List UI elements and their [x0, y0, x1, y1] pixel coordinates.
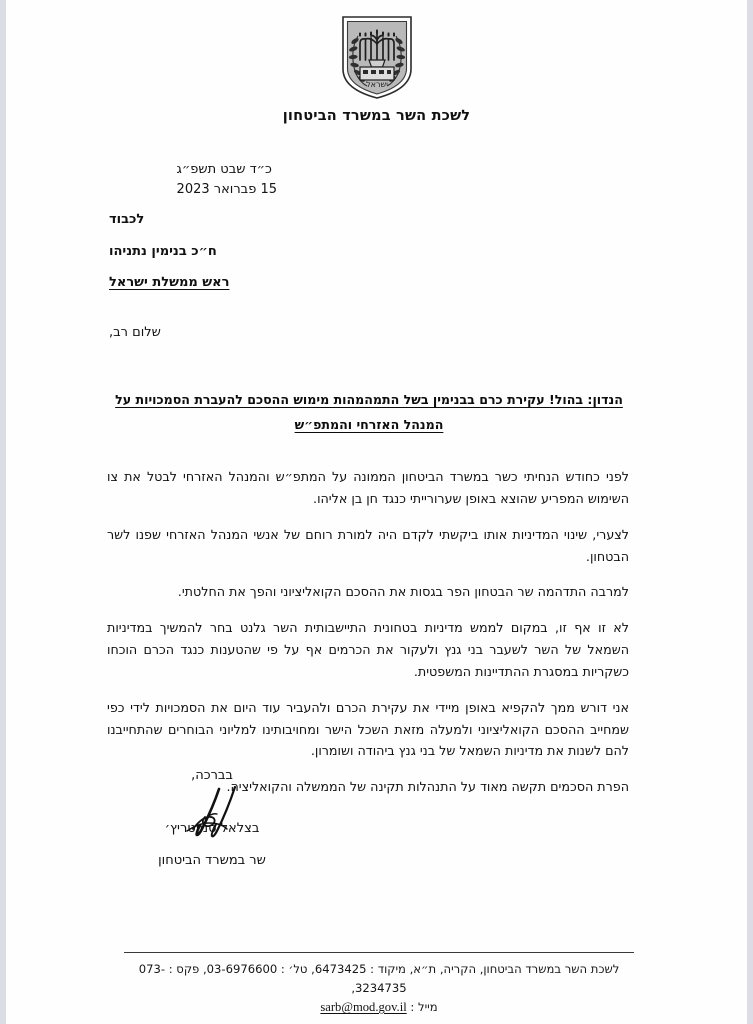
letterhead — [6, 14, 747, 124]
footer-email-row — [124, 997, 634, 1017]
footer-address: לשכת השר במשרד הביטחון, הקריה, ת״א, מיקוד : 6473425, טל׳ : 03-6976600, פקס : 073-3234735, — [138, 962, 620, 995]
hebrew-date: כ״ד שבט תשפ״ג — [176, 162, 272, 177]
footer-email-label: מייל : — [410, 1000, 438, 1015]
letter-body — [107, 466, 629, 798]
body-paragraph: לצערי, שינוי המדיניות אותו ביקשתי לקדם היה למורת רוחם של אנשי המנהל האזרחי שפנו לשר הבטחון. — [107, 526, 629, 564]
addressee-name: ח״כ בנימין נתניהו — [109, 243, 217, 259]
subject-line-2: המנהל האזרחי והמתפ״ש — [294, 416, 444, 432]
emblem-caption: ישראל — [365, 80, 388, 89]
body-paragraph: לפני כחודש הנחיתי כשר במשרד הביטחון הממונה על המתפ״ש והמנהל האזרחי לבטל את צו השימוש המפריע שהוצא באופן שערורייתי כנגד חן בן אליהו. — [107, 469, 629, 506]
date-block — [177, 160, 277, 200]
addressee-salutation: לכבוד — [109, 212, 145, 227]
footer-email-link[interactable]: sarb@mod.gov.il — [320, 1000, 407, 1015]
gregorian-date: 15 פברואר 2023 — [176, 182, 277, 198]
office-title: לשכת השר במשרד הביטחון — [282, 108, 471, 124]
addressee-title: ראש ממשלת ישראל — [109, 275, 230, 291]
footer — [124, 952, 634, 1017]
signature-name: בצלאל סמוטריץ׳ — [164, 821, 260, 836]
subject-line — [109, 388, 629, 437]
body-paragraph: הפרת הסכמים תקשה מאוד על התנהלות תקינה של הממשלה והקואליציה. — [226, 779, 629, 795]
emblem-of-israel-icon — [338, 14, 416, 96]
paper-sheet — [6, 0, 747, 1024]
subject-line-1: הנדון: בהול! עקירת כרם בבנימין בשל התמהמהות מימוש ההסכם להעברת הסמכויות על — [115, 392, 623, 407]
greeting: שלום רב, — [109, 325, 161, 340]
body-paragraph: אני דורש ממך להקפיא באופן מיידי את עקירת הכרם ולהעביר עוד היום את הסמכויות לידי כפי שמחייב ההסכם הקואליציוני ולמעלה מזאת השכל הישר ומחויבותינו למליוני הבוחרים שהתחייבנו להם לשנות את מדיניות השמאל של בני גנץ ביהודה ושומרון. — [107, 699, 629, 759]
body-paragraph: למרבה התדהמה שר הבטחון הפר בגסות את ההסכם הקואליציוני והפך את החלטתי. — [177, 584, 629, 600]
signature-regards: בברכה, — [191, 768, 233, 783]
body-paragraph: לא זו אף זו, במקום לממש מדיניות בטחונית התיישבותית השר גלנט בחר להמשיך במדיניות השמאל של השר לשעבר בני גנץ ולעקור את הכרמים אף על פי שהטענות כנגד הכרם הוכחו כשקריות במסגרת ההתדיינות המשפטית. — [107, 620, 629, 679]
signature-role: שר במשרד הביטחון — [158, 853, 266, 868]
footer-divider — [124, 952, 634, 953]
signature-block — [107, 768, 317, 868]
addressee-block — [109, 212, 629, 291]
